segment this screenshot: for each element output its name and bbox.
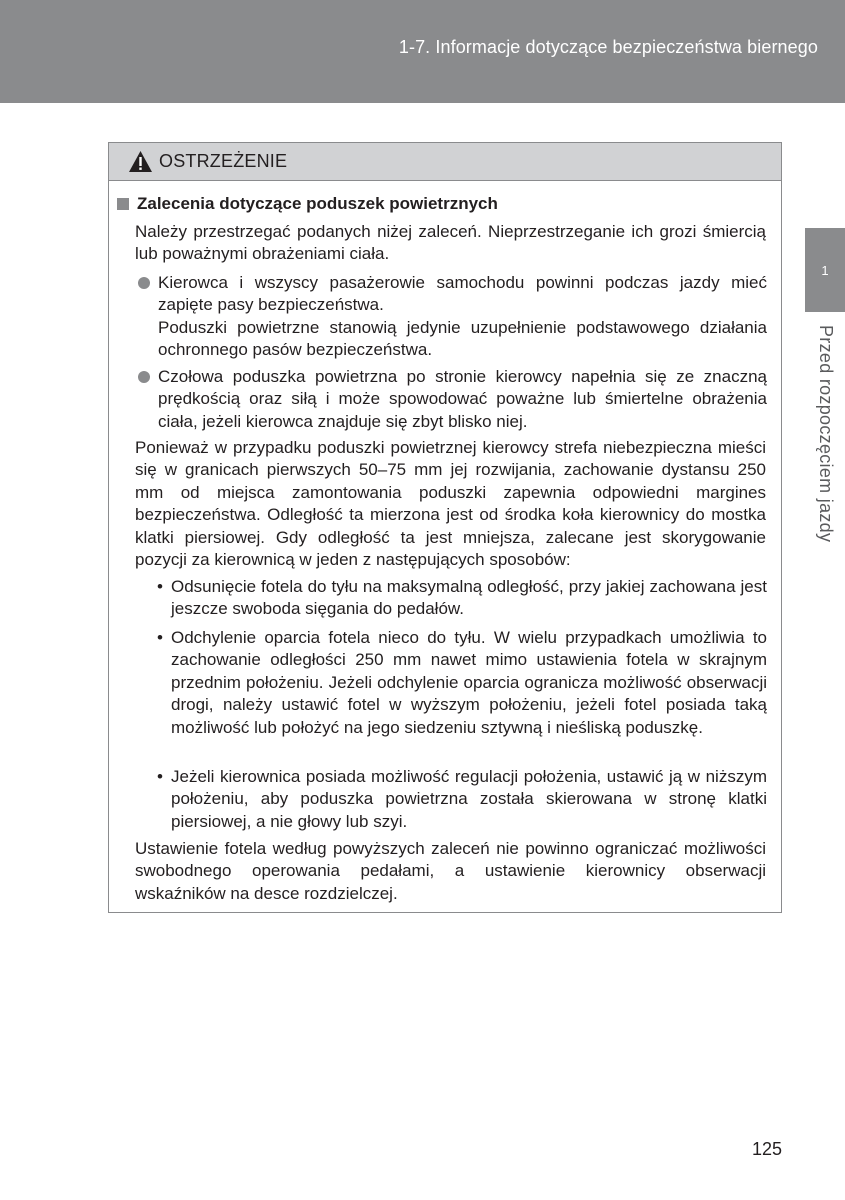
list-item-extra: Poduszki powietrzne stanowią jedynie uzupełnienie podstawowego działania ochronnego pasów bezpieczeństwa. bbox=[158, 318, 767, 360]
chapter-side-label: Przed rozpoczęciem jazdy bbox=[816, 325, 836, 543]
chapter-tab bbox=[805, 228, 845, 312]
body-paragraph: Ponieważ w przypadku poduszki powietrznej kierowcy strefa niebezpieczna mieści się w granicach pierwszych 50–75 mm jej rozwijania, zachowanie dystansu 250 mm od miejsca zamontowania poduszki zapewnia odpowiedni margines bezpieczeństwa. Odległość ta mierzona jest od środka koła kierownicy do mostka klatki piersiowej. Gdy odległość ta jest mniejsza, zalecane jest skorygowanie pozycji za kierownicą w jeden z następujących sposobów: bbox=[135, 438, 766, 570]
intro-paragraph: Należy przestrzegać podanych niżej zaleceń. Nieprzestrzeganie ich grozi śmiercią lub poważnymi obrażeniami ciała. bbox=[135, 222, 766, 264]
list-item-text: Jeżeli kierownica posiada możliwość regulacji położenia, ustawić ją w niższym położeniu, aby poduszka powietrzna została skierowana w stronę klatki piersiowej, a nie głowy lub szyi. bbox=[171, 767, 767, 831]
list-item-text: Odchylenie oparcia fotela nieco do tyłu. W wielu przypadkach umożliwia to zachowanie odległości 250 mm nawet mimo ustawienia fotela w skrajnym przednim położeniu. Jeżeli odchylenie oparcia ogranicza możliwość obserwacji drogi, należy ustawić fotel w wyższym położeniu, jeżeli fotel posiada taką możliwość lub położyć na jego siedzeniu sztywną i nieśliską poduszkę. bbox=[171, 628, 767, 737]
warning-box bbox=[108, 142, 782, 913]
section-heading-text: Zalecenia dotyczące poduszek powietrznych bbox=[137, 194, 498, 213]
dot-bullet-icon: • bbox=[157, 577, 163, 596]
circle-bullet-icon bbox=[138, 277, 150, 289]
list-item-text: Odsunięcie fotela do tyłu na maksymalną odległość, przy jakiej zachowana jest jeszcze swoboda sięgania do pedałów. bbox=[171, 577, 767, 619]
warning-title: OSTRZEŻENIE bbox=[159, 151, 288, 171]
header-bar bbox=[0, 0, 845, 103]
circle-bullet-icon bbox=[138, 371, 150, 383]
section-heading bbox=[117, 194, 498, 214]
list-item-text: Kierowca i wszyscy pasażerowie samochodu powinni podczas jazdy mieć zapięte pasy bezpieczeństwa. bbox=[158, 273, 767, 315]
page-number: 125 bbox=[751, 1139, 782, 1159]
closing-paragraph: Ustawienie fotela według powyższych zaleceń nie powinno ograniczać możliwości swobodnego operowania pedałami, a ustawienie kierownicy obserwacji wskaźników na desce rozdzielczej. bbox=[135, 839, 766, 903]
dot-bullet-icon: • bbox=[157, 628, 163, 647]
dot-bullet-icon: • bbox=[157, 767, 163, 786]
chapter-title: 1-7. Informacje dotyczące bezpieczeństwa biernego bbox=[398, 37, 818, 57]
list-item-text: Czołowa poduszka powietrzna po stronie kierowcy napełnia się ze znaczną prędkością oraz siłą i może spowodować poważne lub śmiertelne obrażenia ciała, jeżeli kierowca znajduje się zbyt blisko niej. bbox=[158, 367, 767, 431]
warning-triangle-icon bbox=[128, 150, 153, 173]
warning-header bbox=[109, 143, 781, 181]
square-bullet-icon bbox=[117, 198, 129, 210]
chapter-number: 1 bbox=[821, 262, 829, 278]
